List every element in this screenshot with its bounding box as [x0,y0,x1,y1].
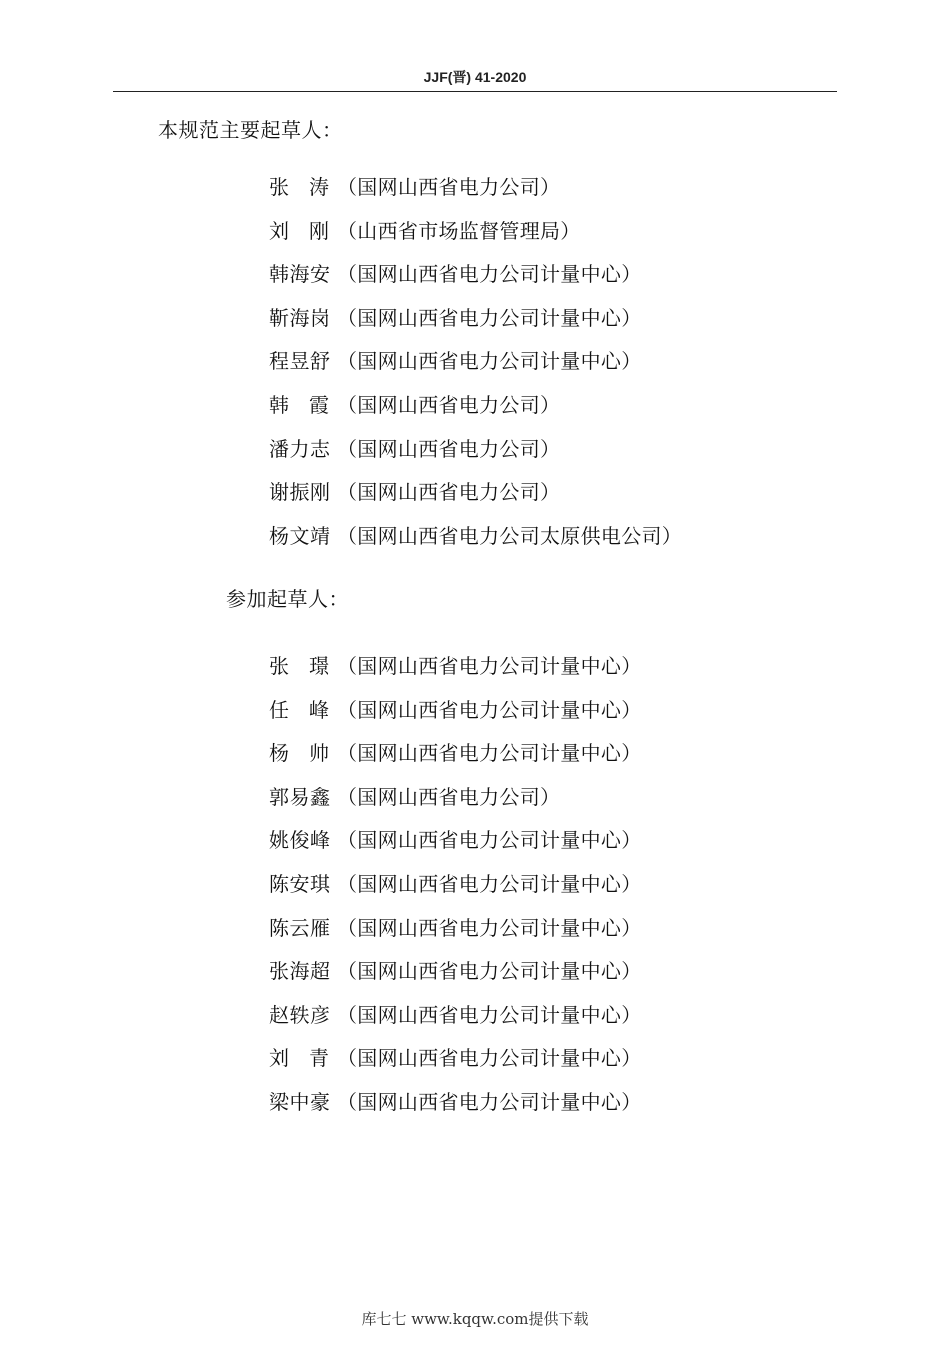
list-item [269,916,642,960]
drafter-org: （国网山西省电力公司） [337,784,561,809]
list-item [269,349,682,393]
drafter-name: 梁中豪 [269,1089,331,1114]
list-item [269,480,682,524]
list-item [269,785,642,829]
list-item [269,1046,642,1090]
drafter-name: 张 涛 [269,175,329,199]
drafter-name: 张海超 [269,959,331,984]
drafter-name: 杨文靖 [269,523,331,548]
drafter-org: （国网山西省电力公司计量中心） [337,871,642,896]
list-item [269,959,642,1003]
drafter-name: 潘力志 [269,436,331,461]
drafter-org: （国网山西省电力公司） [337,392,561,417]
drafter-org: （国网山西省电力公司） [337,480,561,505]
drafter-org: （国网山西省电力公司计量中心） [337,1002,642,1027]
drafter-org: （国网山西省电力公司计量中心） [337,959,642,984]
list-item [269,741,642,785]
drafter-org: （国网山西省电力公司计量中心） [337,828,642,853]
list-item [269,393,682,437]
drafter-name: 程昱舒 [269,349,331,374]
drafter-name: 张 璟 [269,654,329,678]
participating-drafters-title: 参加起草人： [226,587,349,611]
drafter-name: 韩海安 [269,262,331,287]
drafter-org: （国网山西省电力公司计量中心） [337,1046,642,1071]
list-item [269,306,682,350]
list-item [269,219,682,263]
download-footer: 库七七 www.kqqw.com提供下载 [361,1310,589,1328]
drafter-name: 陈安琪 [269,871,331,896]
main-drafters-list [269,175,682,567]
drafter-name: 陈云雁 [269,915,331,940]
drafter-name: 郭易鑫 [269,784,331,809]
drafter-name: 赵轶彦 [269,1002,331,1027]
list-item [269,654,642,698]
drafter-org: （国网山西省电力公司） [337,436,561,461]
header-divider [113,91,837,92]
drafter-org: （山西省市场监督管理局） [337,218,581,243]
drafter-name: 刘 青 [269,1046,329,1071]
drafter-org: （国网山西省电力公司计量中心） [337,697,642,722]
participating-drafters-list [269,654,642,1134]
drafter-name: 任 峰 [269,697,329,722]
drafter-name: 杨 帅 [269,741,329,766]
main-drafters-title: 本规范主要起草人： [158,118,343,142]
list-item [269,262,682,306]
drafter-name: 姚俊峰 [269,828,331,853]
drafter-name: 韩 霞 [269,392,329,417]
drafter-org: （国网山西省电力公司计量中心） [337,654,642,678]
drafter-org: （国网山西省电力公司计量中心） [337,305,642,330]
list-item [269,872,642,916]
drafter-org: （国网山西省电力公司计量中心） [337,262,642,287]
list-item [269,175,682,219]
list-item [269,1003,642,1047]
drafter-org: （国网山西省电力公司计量中心） [337,741,642,766]
list-item [269,437,682,481]
drafter-name: 靳海岗 [269,305,331,330]
list-item [269,828,642,872]
drafter-org: （国网山西省电力公司） [337,175,561,199]
list-item [269,1090,642,1134]
list-item [269,524,682,568]
drafter-name: 刘 刚 [269,218,329,243]
drafter-name: 谢振刚 [269,480,331,505]
document-code-header: JJF(晋) 41-2020 [423,69,527,85]
drafter-org: （国网山西省电力公司计量中心） [337,915,642,940]
drafter-org: （国网山西省电力公司计量中心） [337,349,642,374]
list-item [269,698,642,742]
drafter-org: （国网山西省电力公司计量中心） [337,1089,642,1114]
drafter-org: （国网山西省电力公司太原供电公司） [337,523,683,548]
